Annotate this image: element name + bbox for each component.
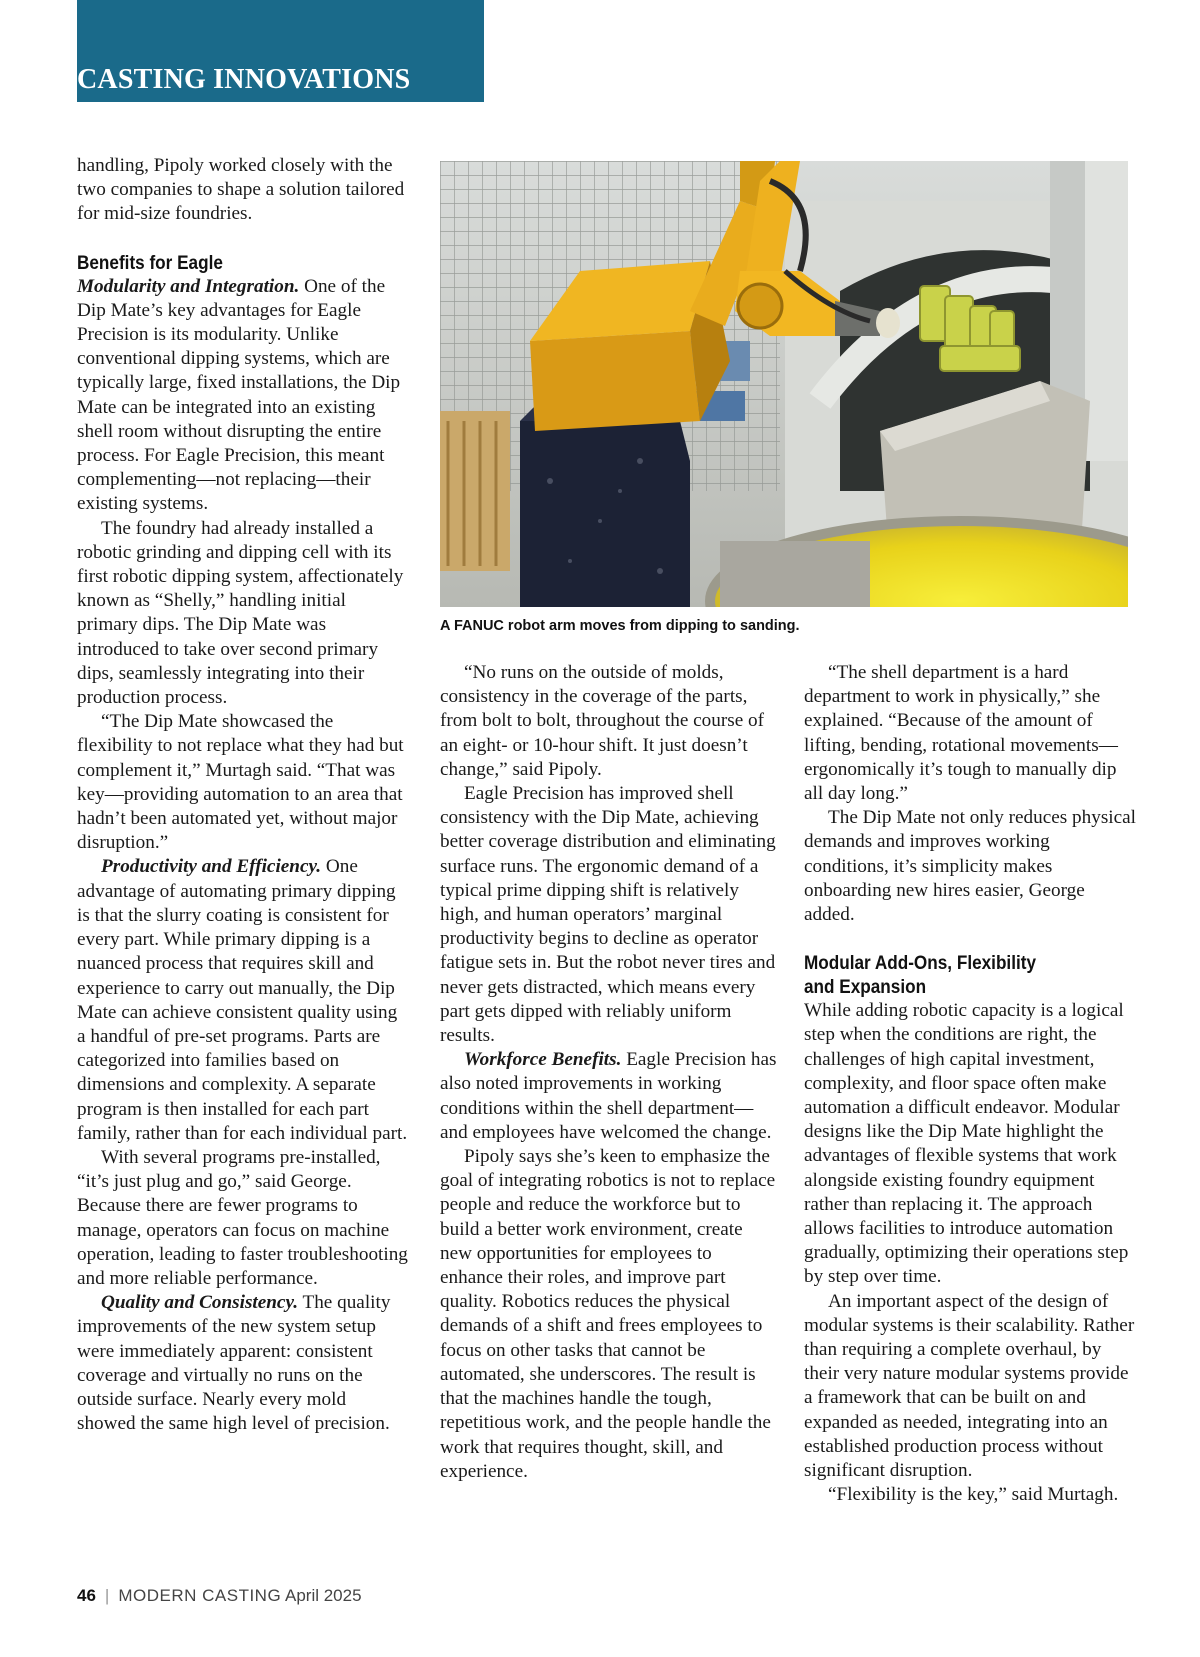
paragraph-shelly: The foundry had already installed a robotic grinding and dipping cell with its first robotic dipping system, affectionately known as “Shelly,” handling initial primary dips. The Dip Mate was introduced to take over second primary dips, seamlessly integrating into their production process. xyxy=(77,517,404,709)
paragraph-eagle-consistency: Eagle Precision has improved shell consistency with the Dip Mate, achieving better coverage distribution and eliminating surface runs. The ergonomic demand of a typical prime dipping shift is relatively high, and human operators’ marginal productivity begins to decline as operator fatigue sets in. But the robot never tires and never gets distracted, which means every part gets dipped with reliably uniform results. xyxy=(440,783,776,1047)
paragraph-robotic-capacity: While adding robotic capacity is a logical step when the conditions are right, the challenges of high capital investment, complexity, and floor space often make automation a difficult endeavor. Modular designs like the Dip Mate highlight the advantages of flexible systems that work alongside existing foundry equipment rather than replacing it. The approach allows facilities to introduce automation gradually, optimizing their operations step by step over time. xyxy=(804,1000,1129,1288)
column-2 xyxy=(440,661,777,1484)
paragraph-quality xyxy=(77,1291,409,1436)
page-footer xyxy=(77,1586,362,1606)
runin-quality: Quality and Consistency. xyxy=(101,1292,299,1314)
intro-paragraph: handling, Pipoly worked closely with the two companies to shape a solution tailored for mid-size foundries. xyxy=(77,155,405,225)
modularity-text: One of the Dip Mate’s key advantages for Eagle Precision is its modularity. Unlike conventional dipping systems, which are typically large, fixed installations, the Dip Mate can be integrated into an existing shell room without disrupting the entire process. For Eagle Precision, this meant complementing—not replacing—their existing systems. xyxy=(77,275,401,515)
productivity-text: One advantage of automating primary dipping is that the slurry coating is consistent for every part. While primary dipping is a nuanced process that requires skill and experience to carry out manually, the Dip Mate can achieve consistent quality using a handful of pre-set programs. Parts are categorized into families based on dimensions and complexity. A separate program is then installed for each part family, rather than for each individual part. xyxy=(77,856,408,1144)
paragraph-productivity xyxy=(77,855,409,1145)
runin-workforce: Workforce Benefits. xyxy=(464,1049,622,1071)
footer-separator: | xyxy=(104,1586,110,1605)
heading-benefits-for-eagle: Benefits for Eagle xyxy=(77,251,223,274)
heading-modular-add-ons xyxy=(804,951,1098,999)
section-title: CASTING INNOVATIONS xyxy=(77,64,411,95)
robot-photo-illustration xyxy=(440,161,1128,607)
heading-line-2: and Expansion xyxy=(804,976,927,999)
heading-line-1: Modular Add-Ons, Flexibility xyxy=(804,952,1036,975)
column-1 xyxy=(77,154,409,1436)
paragraph-no-runs-quote: “No runs on the outside of molds, consistency in the coverage of the parts, from bolt to bolt, throughout the course of an eight- or 10-hour shift. It just doesn’t change,” said Pipoly. xyxy=(440,662,765,780)
runin-modularity: Modularity and Integration. xyxy=(77,275,300,297)
quality-text: The quality improvements of the new system setup were immediately apparent: consistent coverage and virtually no runs on the outside surface. Nearly every mold showed the same high level of precision. xyxy=(77,1292,391,1435)
paragraph-modularity xyxy=(77,275,409,517)
robot-photo xyxy=(440,161,1128,607)
page-number: 46 xyxy=(77,1586,96,1605)
paragraph-scalability: An important aspect of the design of modular systems is their scalability. Rather than requiring a complete overhaul, by their very nature modular systems provide a framework that can be built on and expanded as needed, integrating into an established production process without significant disruption. xyxy=(804,1290,1135,1482)
column-3 xyxy=(804,661,1138,1508)
issue-date: April 2025 xyxy=(284,1586,362,1605)
runin-productivity: Productivity and Efficiency. xyxy=(101,856,322,878)
paragraph-murtagh-quote: “The Dip Mate showcased the flexibility to not replace what they had but complement it,” Murtagh said. “That was key—providing automation to an area that hadn’t been automated yet, without major disruption.” xyxy=(77,711,404,854)
workforce-text: Eagle Precision has also noted improvements in working conditions within the shell department—and employees have welcomed the change. xyxy=(440,1049,777,1143)
paragraph-workforce xyxy=(440,1048,777,1145)
paragraph-pipoly: Pipoly says she’s keen to emphasize the goal of integrating robotics is not to replace people and reduce the workforce but to build a better work environment, create new opportunities for employees to enhance their roles, and improve part quality. Robotics reduces the physical demands of a shift and frees employees to focus on other tasks that cannot be automated, she underscores. The result is that the machines handle the tough, repetitious work, and the people handle the work that requires thought, skill, and experience. xyxy=(440,1146,776,1482)
paragraph-flexibility-quote: “Flexibility is the key,” said Murtagh. xyxy=(828,1484,1119,1506)
photo-caption: A FANUC robot arm moves from dipping to sanding. xyxy=(440,618,800,634)
publication-name: MODERN CASTING xyxy=(118,1586,282,1605)
paragraph-shell-department-quote: “The shell department is a hard department to work in physically,” she explained. “Because of the amount of lifting, bending, rotational movements—ergonomically it’s tough to manually dip all day long.” xyxy=(804,662,1118,805)
paragraph-reduces-demands: The Dip Mate not only reduces physical demands and improves working conditions, it’s simplicity makes onboarding new hires easier, George added. xyxy=(804,807,1136,926)
paragraph-programs: With several programs pre-installed, “it’s just plug and go,” said George. Because there are fewer programs to manage, operators can focus on machine operation, leading to faster troubleshooting and more reliable performance. xyxy=(77,1146,408,1289)
